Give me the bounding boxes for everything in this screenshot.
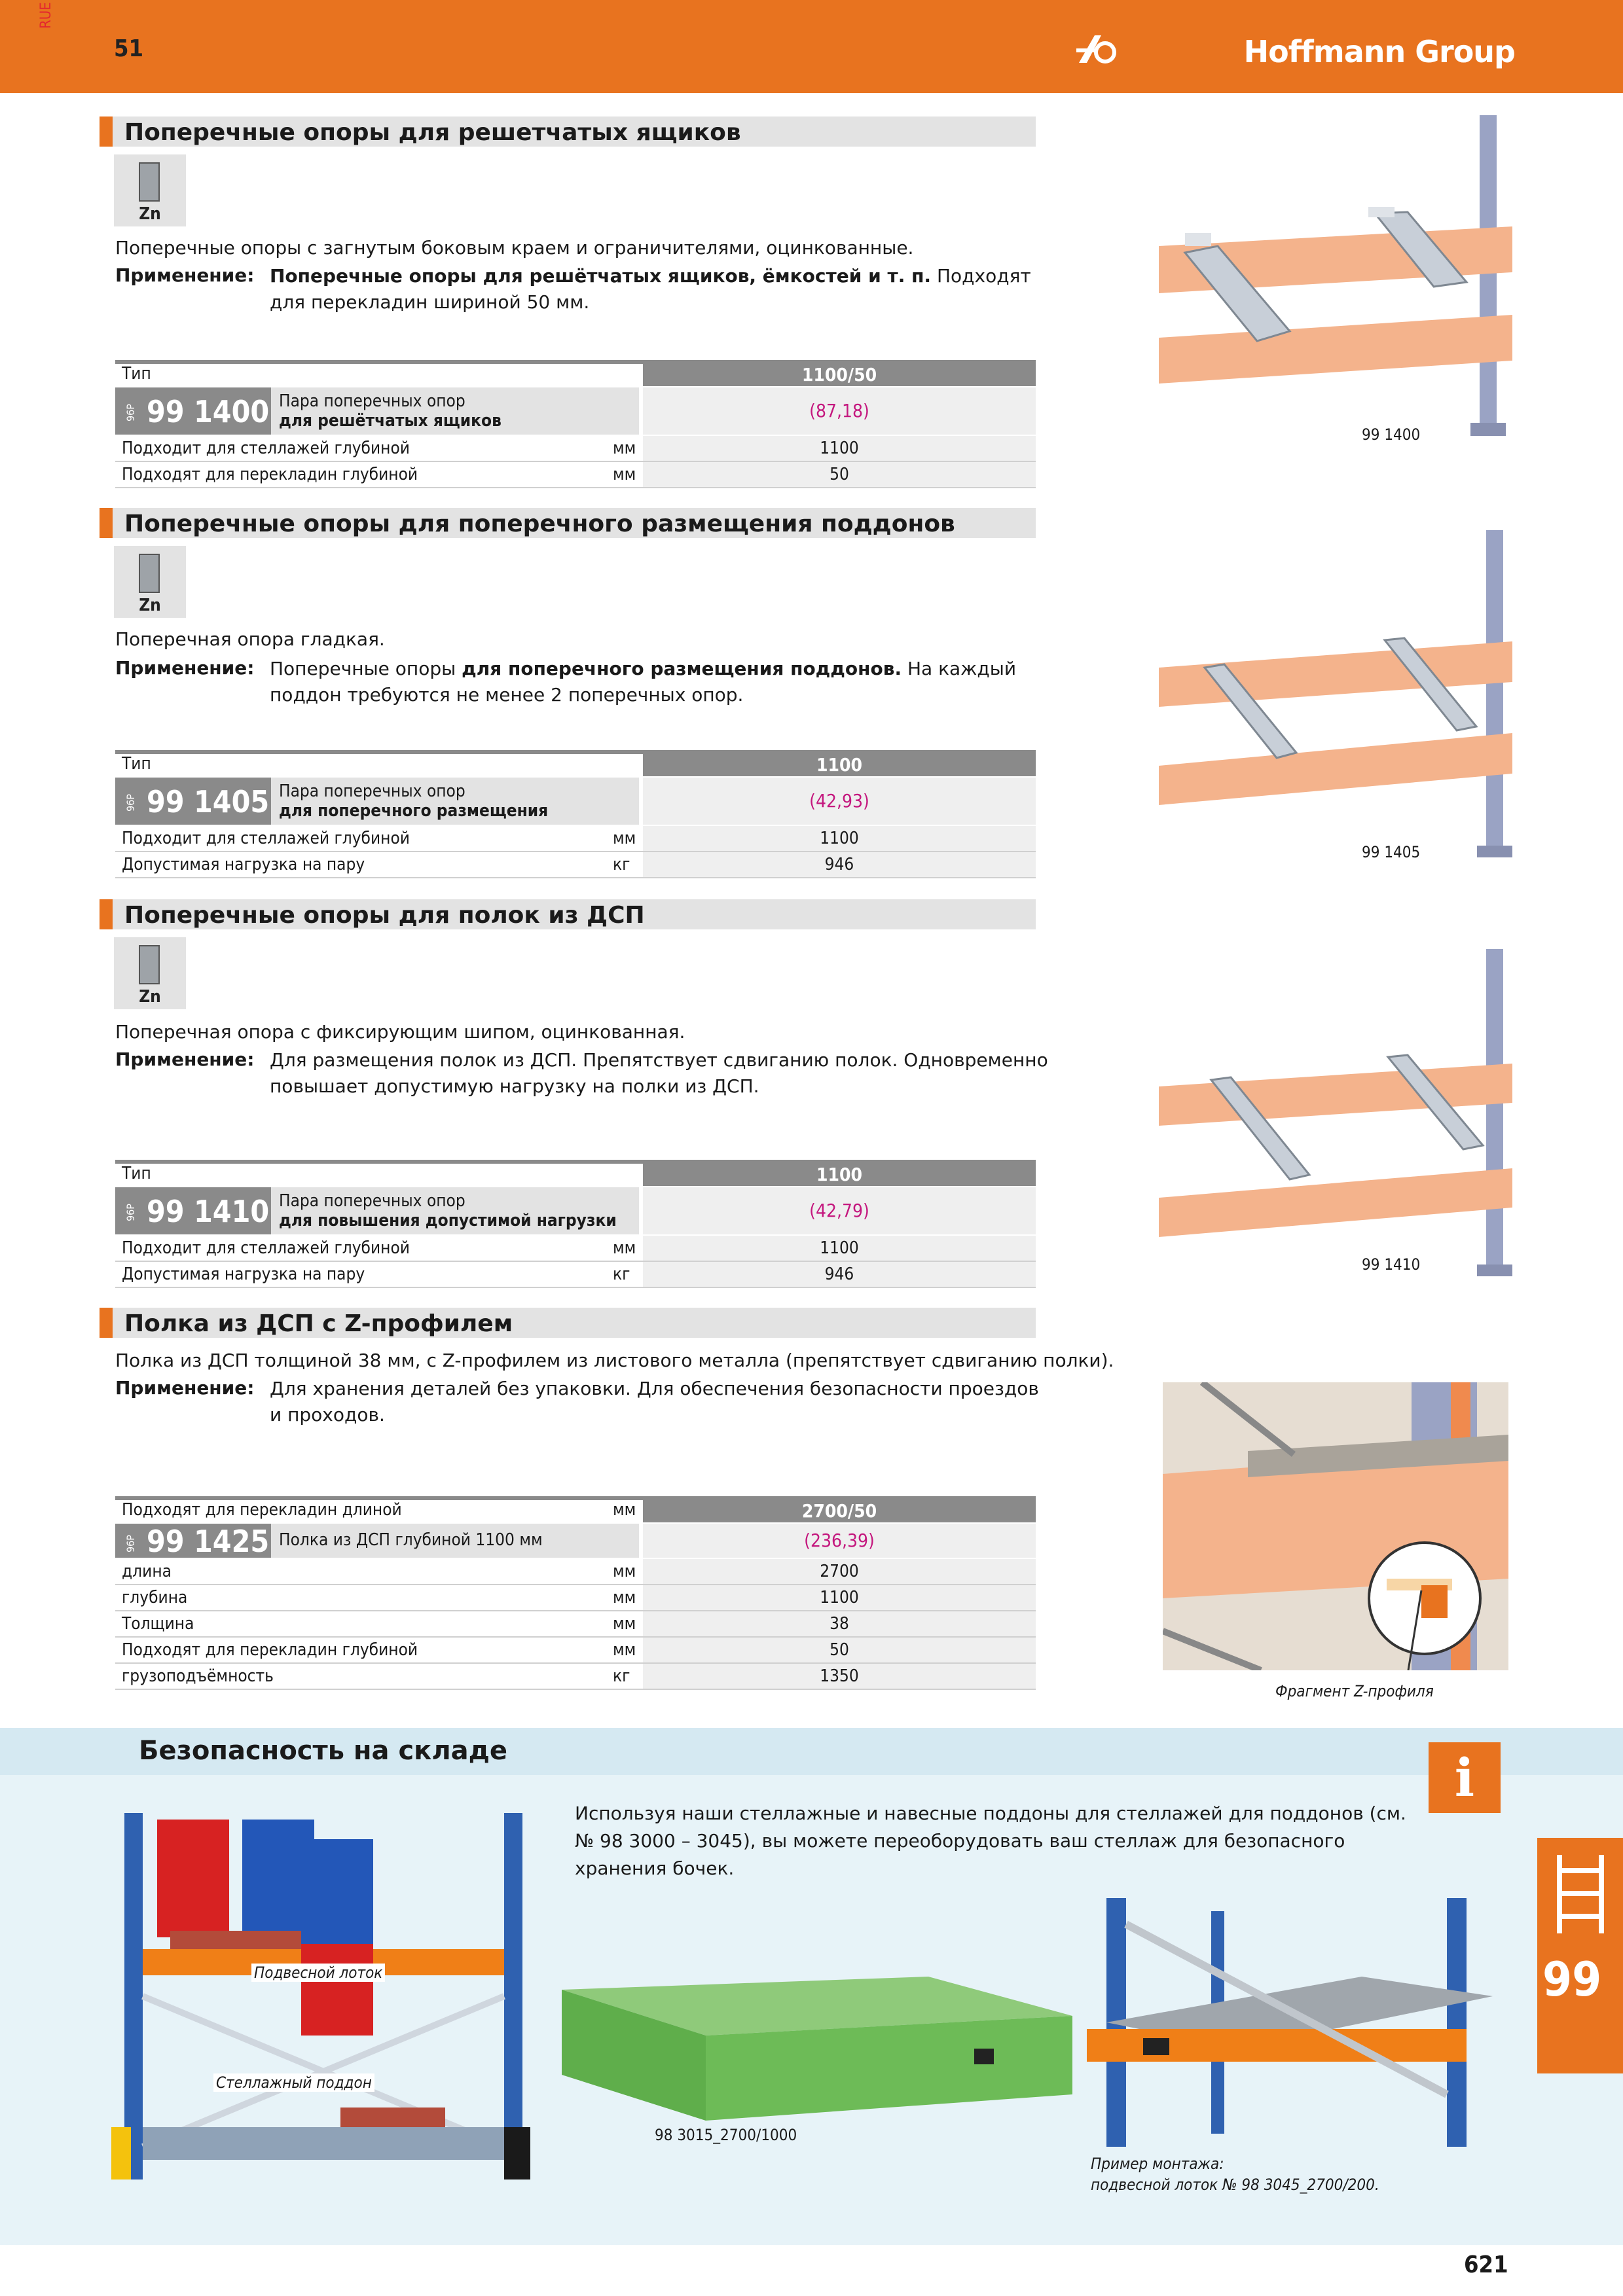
section-title-1: [100, 117, 1036, 147]
application-text: Для размещения полок из ДСП. Препятствует сдвиганию полок. Одновременно повышает допустимую нагрузку на полки из ДСП.: [270, 1049, 1048, 1097]
table-row: Подходит для стеллажей глубиной мм 1100: [115, 826, 1036, 852]
article-code: 96P 99 1405: [115, 778, 271, 825]
safety-text: Используя наши стеллажные и навесные поддоны для стеллажей для поддонов (см. № 98 3000 – 3045), вы можете переоборудовать ваш стеллаж для безопасного хранения бочек.: [575, 1803, 1406, 1879]
table-row: Толщина мм 38: [115, 1611, 1036, 1638]
price: (42,93): [643, 778, 1036, 825]
section-title-3: [100, 899, 1036, 929]
caption-sump-pallet: 98 3015_2700/1000: [655, 2126, 797, 2144]
section-title-2: [100, 508, 1036, 538]
label-rack-pallet: Стеллажный поддон: [213, 2073, 374, 2092]
image-caption: 99 1405: [1362, 843, 1421, 861]
info-icon: i: [1429, 1742, 1501, 1813]
table-head-value: 1100/50: [643, 364, 1036, 386]
table-row: Допустимая нагрузка на пару кг 946: [115, 852, 1036, 878]
mounting-example-image: [1087, 1898, 1506, 2147]
brand-name: Hoffmann Group: [1243, 34, 1515, 69]
price: (87,18): [643, 387, 1036, 435]
section-description: Поперечные опоры с загнутым боковым краем и ограничителями, оцинкованные.: [115, 237, 914, 259]
section-tab: [1537, 1838, 1623, 2073]
section-title-text: Поперечные опоры для поперечного размещения поддонов: [124, 511, 955, 537]
section-title-4: [100, 1308, 1036, 1338]
caption-mounting-example: Пример монтажа: подвесной лоток № 98 3045_2700/200.: [1091, 2155, 1379, 2194]
section-description: Полка из ДСП толщиной 38 мм, с Z-профилем из листового металла (препятствует сдвиганию полки).: [115, 1350, 1114, 1371]
sump-pallet-image: [562, 1964, 1072, 2134]
table-head-label: Тип: [122, 364, 151, 384]
product-image-cross-supports: [1159, 115, 1512, 442]
language-code: RUE: [38, 2, 54, 29]
hoffmann-logo-icon: [1075, 33, 1122, 65]
image-caption: Фрагмент Z-профиля: [1275, 1682, 1434, 1700]
section-title-text: Поперечные опоры для полок из ДСП: [124, 902, 645, 929]
application-label: Применение:: [115, 657, 255, 679]
product-row: 96P 99 1425 Полка из ДСП глубиной 1100 мм (236,39): [115, 1524, 1036, 1558]
table-row: Подходит для стеллажей глубиной мм 1100: [115, 1236, 1036, 1262]
zinc-badge-icon: Zn: [114, 546, 186, 618]
table-row: грузоподъёмность кг 1350: [115, 1664, 1036, 1690]
table-row: длина мм 2700: [115, 1559, 1036, 1585]
application-label: Применение:: [115, 1049, 255, 1070]
table-row: глубина мм 1100: [115, 1585, 1036, 1611]
section-description: Поперечная опора гладкая.: [115, 628, 385, 650]
section-title-text: Полка из ДСП с Z-профилем: [124, 1310, 513, 1337]
product-description: Пара поперечных опор для решётчатых ящиков: [271, 387, 639, 435]
tab-number: 99: [1542, 1952, 1602, 2007]
table-row: Подходят для перекладин глубиной мм 50: [115, 1638, 1036, 1664]
label-hanging-tray: Подвесной лоток: [251, 1964, 385, 1982]
zinc-badge-icon: [114, 154, 186, 226]
product-image-chipboard-supports: [1159, 949, 1512, 1283]
drum-rack-image: [111, 1800, 537, 2193]
zinc-badge-icon: Zn: [114, 937, 186, 1009]
page-number-bottom: 621: [1464, 2251, 1508, 2278]
product-image-chipboard-shelf: [1163, 1382, 1508, 1670]
product-row: [115, 387, 1036, 435]
application-text: Для хранения деталей без упаковки. Для обеспечения безопасности проездов и проходов.: [270, 1378, 1039, 1426]
product-row: 96P 99 1405 Пара поперечных опор для поперечного размещения (42,93): [115, 778, 1036, 825]
application-text: Поперечные опоры для поперечного размещения поддонов. На каждый поддон требуются не менее 2 поперечных опор.: [270, 658, 1017, 706]
image-caption: 99 1400: [1362, 425, 1421, 444]
material-label: Zn: [139, 204, 161, 224]
product-row: 96P 99 1410 Пара поперечных опор для повышения допустимой нагрузки (42,79): [115, 1187, 1036, 1234]
table-row: Подходит для стеллажей глубиной мм 1100: [115, 436, 1036, 462]
article-code: 96P 99 1410: [115, 1187, 271, 1234]
table-row: Допустимая нагрузка на пару кг 946: [115, 1262, 1036, 1288]
image-caption: 99 1410: [1362, 1255, 1421, 1274]
article-code: 96P 99 1425: [115, 1524, 271, 1558]
article-code: 96P 99 1400: [115, 387, 271, 435]
safety-title: Безопасность на складе: [139, 1736, 508, 1766]
application-label: Применение:: [115, 264, 255, 286]
rack-icon: [1557, 1855, 1604, 1933]
table-row: Подходят для перекладин глубиной мм 50: [115, 462, 1036, 488]
application-label: Применение:: [115, 1377, 255, 1399]
section-title-text: Поперечные опоры для решетчатых ящиков: [124, 119, 741, 146]
price: (236,39): [643, 1524, 1036, 1558]
price: (42,79): [643, 1187, 1036, 1234]
section-description: Поперечная опора с фиксирующим шипом, оцинкованная.: [115, 1021, 685, 1043]
application-text: Поперечные опоры для решётчатых ящиков, ёмкостей и т. п. Подходят для перекладин шириной 50 мм.: [270, 265, 1031, 313]
product-image-pallet-supports: [1159, 530, 1512, 864]
section-accent-bar: [100, 117, 113, 147]
page-number-top: 51: [114, 35, 144, 62]
safety-header: [0, 1728, 1623, 1775]
